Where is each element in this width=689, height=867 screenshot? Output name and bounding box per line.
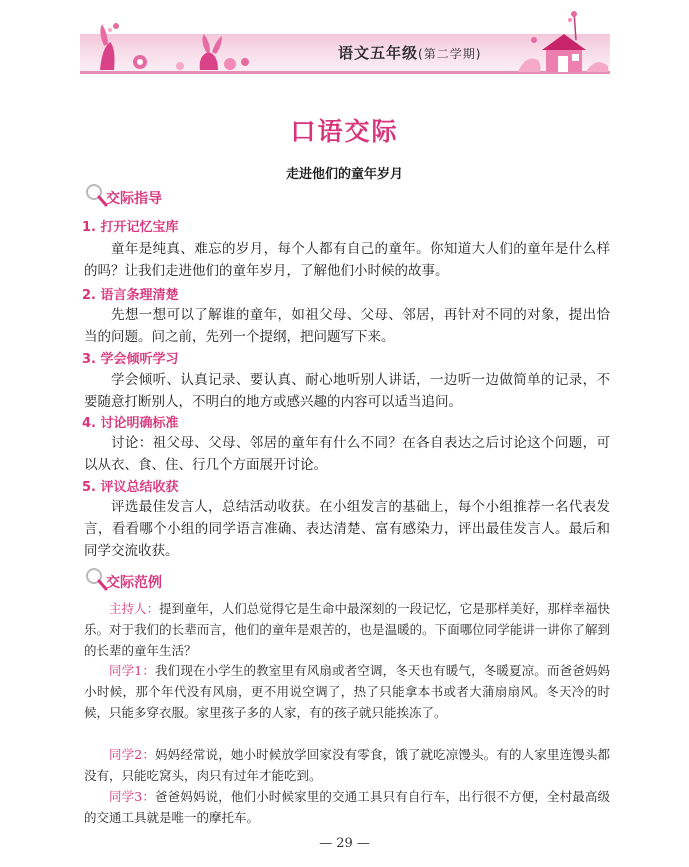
dialog-student-1 — [84, 660, 610, 723]
guide-item-5-head: 5. 评议总结收获 — [82, 480, 179, 495]
term-label: (第二学期) — [418, 47, 482, 61]
guide-item-3-text: 学会倾听、认真记录、要认真、耐心地听别人讲话，一边听一边做简单的记录，不要随意打断别人，不明白的地方或感兴趣的内容可以适当追问。 — [84, 372, 610, 410]
dialog-text: 提到童年，人们总觉得它是生命中最深刻的一段记忆，它是那样美好，那样幸福快乐。对于我们的长辈而言，他们的童年是艰苦的，也是温暖的。下面哪位同学能讲一讲你了解到的长辈的童年生活？ — [84, 601, 610, 658]
header-title — [338, 42, 481, 63]
dialog-student-3 — [84, 786, 610, 828]
guide-item-1-head: 1. 打开记忆宝库 — [82, 220, 179, 235]
guide-item-1-text: 童年是纯真、难忘的岁月，每个人都有自己的童年。你知道大人们的童年是什么样的吗？让我们走进他们的童年岁月，了解他们小时候的故事。 — [84, 241, 610, 279]
grade-title: 语文五年级 — [338, 44, 419, 62]
speaker-label: 同学2： — [109, 747, 156, 762]
dialog-text: 我们现在小学生的教室里有风扇或者空调，冬天也有暖气，冬暖夏凉。而爸爸妈妈小时候，那个年代没有风扇，更不用说空调了，热了只能拿本书或者大蒲扇扇风。冬天冷的时候，只能多穿衣服。家里孩子多的人家，有的孩子就只能挨冻了。 — [84, 663, 610, 720]
guide-item-2-head: 2. 语言条理清楚 — [82, 288, 179, 303]
speaker-label: 主持人： — [109, 601, 160, 616]
lesson-subtitle: 走进他们的童年岁月 — [285, 167, 403, 182]
magnifier-icon — [84, 182, 108, 208]
dialog-host — [84, 598, 610, 661]
speaker-label: 同学1： — [109, 663, 156, 678]
dialog-text: 妈妈经常说，她小时候放学回家没有零食，饿了就吃凉馒头。有的人家里连馒头都没有，只能吃窝头，肉只有过年才能吃到。 — [84, 747, 610, 783]
guide-item-3-head: 3. 学会倾听学习 — [82, 352, 179, 367]
magnifier-icon — [84, 566, 108, 592]
guide-item-4-text: 讨论：祖父母、父母、邻居的童年有什么不同？在各自表达之后讨论这个问题，可以从衣、食、住、行几个方面展开讨论。 — [84, 435, 610, 473]
page-title: 口语交际 — [290, 117, 399, 146]
page-header — [80, 0, 610, 78]
page-number: — 29 — — [319, 836, 370, 851]
guide-heading-label: 交际指导 — [106, 191, 162, 207]
example-heading-label: 交际范例 — [106, 575, 162, 591]
rabbit-flower-decoration-icon — [80, 18, 260, 74]
guide-item-4-head: 4. 讨论明确标准 — [82, 416, 179, 431]
guide-item-5-text: 评选最佳发言人，总结活动收获。在小组发言的基础上，每个小组推荐一名代表发言，看看哪个小组的同学语言准确、表达清楚、富有感染力，评出最佳发言人。最后和同学交流收获。 — [84, 499, 610, 559]
dialog-text: 爸爸妈妈说，他们小时候家里的交通工具只有自行车，出行很不方便，全村最高级的交通工具就是唯一的摩托车。 — [84, 789, 610, 825]
speaker-label: 同学3： — [109, 789, 156, 804]
guide-item-2-text: 先想一想可以了解谁的童年，如祖父母、父母、邻居，再针对不同的对象，提出恰当的问题。问之前，先列一个提纲，把问题写下来。 — [84, 307, 610, 345]
house-decoration-icon — [512, 10, 610, 74]
dialog-student-2 — [84, 744, 610, 786]
